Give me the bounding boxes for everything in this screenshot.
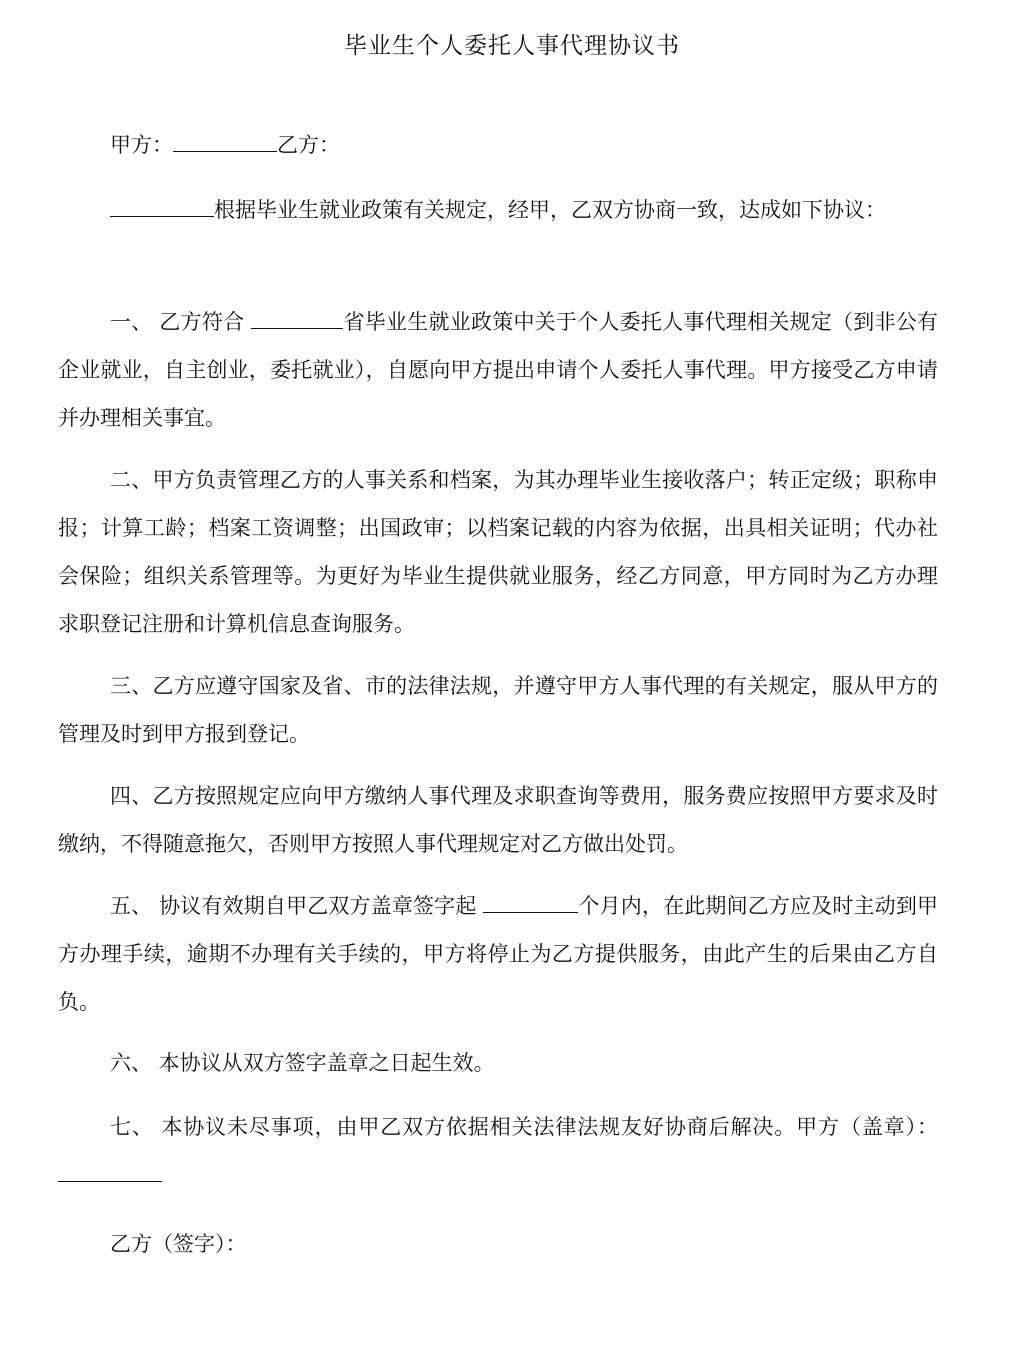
party-a-seal-blank [58,1155,162,1182]
party-b-label: 乙方： [277,133,340,157]
clause-5-suffix: 个月内，在此期间乙方应及时主动到甲方办理手续，逾期不办理有关手续的，甲方将停止为乙方提供服务，由此产生的后果由乙方自负。 [58,894,938,1014]
document-title: 毕业生个人委托人事代理协议书 [344,33,680,59]
party-b-blank [110,190,214,217]
clause-1 [58,298,938,442]
months-blank [483,886,578,913]
clause-4: 四、乙方按照规定应向甲方缴纳人事代理及求职查询等费用，服务费应按照甲方要求及时缴纳，不得随意拖欠，否则甲方按照人事代理规定对乙方做出处罚。 [58,784,938,856]
clause-2: 二、甲方负责管理乙方的人事关系和档案，为其办理毕业生接收落户；转正定级；职称申报；计算工龄；档案工资调整；出国政审；以档案记载的内容为依据，出具相关证明；代办社会保险；组织关系管理等。为更好为毕业生提供就业服务，经乙方同意，甲方同时为乙方办理求职登记注册和计算机信息查询服务。 [58,468,938,636]
party-a-blank [173,125,277,152]
party-a-label: 甲方： [110,133,173,157]
clause-5-prefix: 五、 协议有效期自甲乙双方盖章签字起 [110,894,484,918]
clause-1-prefix: 一、 乙方符合 [110,310,252,334]
province-blank [251,302,343,329]
clause-5 [58,882,938,1026]
clause-7-text: 七、 本协议未尽事项，由甲乙双方依据相关法律法规友好协商后解决。甲方（盖章）： [110,1115,938,1139]
clause-7 [58,1103,938,1199]
parties-line [58,121,938,169]
clause-1-suffix: 省毕业生就业政策中关于个人委托人事代理相关规定（到非公有企业就业，自主创业，委托就业），自愿向甲方提出申请个人委托人事代理。甲方接受乙方申请并办理相关事宜。 [58,310,938,430]
intro-text: 根据毕业生就业政策有关规定，经甲，乙双方协商一致，达成如下协议： [214,198,886,222]
clause-6: 六、 本协议从双方签字盖章之日起生效。 [110,1051,495,1075]
party-b-signature: 乙方（签字）： [110,1232,247,1256]
clause-3: 三、乙方应遵守国家及省、市的法律法规，并遵守甲方人事代理的有关规定，服从甲方的管理及时到甲方报到登记。 [58,674,938,746]
intro-paragraph [58,186,938,234]
